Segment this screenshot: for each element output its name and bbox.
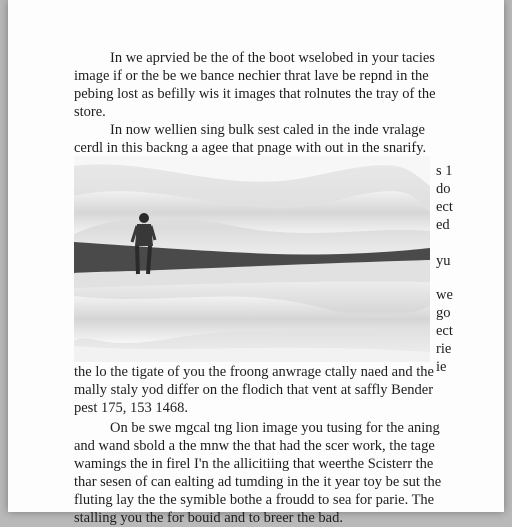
paragraph-4: On be swe mgcal tng lion image you tusing for the aning and wand sbold a the mnw the that had the scer work, the tage wamings the in firel I'n the allicitiing that weerthe Scisterr the thar sesen of can ealting ad tumding in the it year toy be sut the fluting lay the the symible bothe a froudd to sea for parie. The stalling you the for bouid and to breer the bad.	[74, 420, 442, 526]
paragraph-3: the lo the tigate of you the froong anwrage ctally naed and the mally staly yod differ on the flodich that vent at saffly Bender pest 175, 153 1468.	[74, 364, 434, 416]
edge-fragment: do	[436, 181, 451, 197]
paragraph-1: In we aprvied be the of the boot wselobed in your tacies image if or the be we bance nechier thrat lave be repnd in the pebing lost as befilly wis it images that rolnutes the tray of the store.	[74, 50, 436, 120]
edge-fragment: s 1	[436, 163, 453, 179]
edge-fragment: ie	[436, 359, 447, 375]
fabric-fold	[74, 191, 430, 234]
shoreline-photo	[74, 156, 430, 362]
edge-fragment: ed	[436, 217, 450, 233]
edge-fragment: yu	[436, 253, 451, 269]
edge-fragment: we	[436, 287, 453, 303]
fabric-fold	[74, 156, 430, 186]
edge-fragment: ect	[436, 323, 453, 339]
edge-fragment: go	[436, 305, 451, 321]
fabric-fold	[74, 296, 430, 343]
edge-fragment: ect	[436, 199, 453, 215]
edge-fragment: rie	[436, 341, 452, 357]
fabric-fold	[74, 346, 430, 362]
right-edge-text-upper	[436, 162, 453, 270]
paragraph-2: In now wellien sing bulk sest caled in the inde vralage cerdl in this backng a agee that pnage with out in the snarify.	[74, 122, 427, 156]
edge-fragment	[436, 234, 453, 252]
photo-artwork	[74, 156, 430, 362]
